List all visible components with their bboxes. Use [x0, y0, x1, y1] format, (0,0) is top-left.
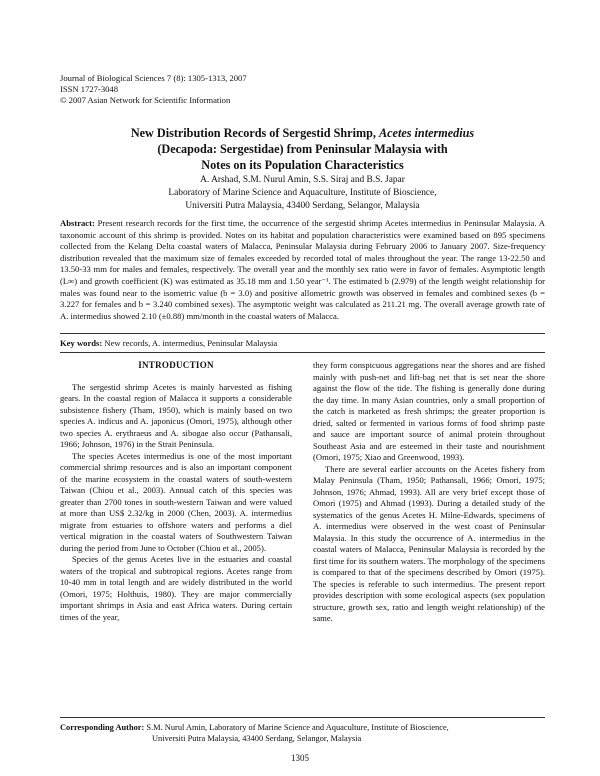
journal-header [60, 73, 247, 107]
journal-copyright: © 2007 Asian Network for Scientific Information [60, 95, 231, 106]
author-list: A. Arshad, S.M. Nurul Amin, S.S. Siraj and B.S. Japar [200, 175, 405, 185]
paragraph: The sergestid shrimp Acetes is mainly harvested as fishing gears. In the coastal region of Malacca it supports a considerable subsistence fishery (Tham, 1950), which is mainly based on two species A. indicus and A. japonicus (Omori, 1975), although other two species A. erythraeus and A. sibogae also occur (Pathansali, 1966; Johnson, 1976) in the Strait Peninsula. [60, 381, 292, 449]
paragraph: The species Acetes intermedius is one of the most important commercial shrimp resources and is also an important component of the marine ecosystem in the coastal waters of south-western Taiwan (Chiou et al., 2003). Annual catch of this species was greater than 2700 tones in south-western Taiwan and were valued at more than US$ 2.32/kg in 2000 (Chen, 2003). A. intermedius migrate from estuaries to offshore waters and performs a diel vertical migration in the coastal waters of Southwestern Taiwan during the period from June to October (Chiou et al., 2005). [60, 450, 292, 553]
affiliation-line-2: Universiti Putra Malaysia, 43400 Serdang, Selangor, Malaysia [185, 200, 420, 211]
left-column [60, 360, 292, 623]
footnote-label: Corresponding Author: [60, 723, 145, 732]
section-heading-introduction: INTRODUCTION [138, 360, 214, 370]
footnote-line-2: Universiti Putra Malaysia, 43400 Serdang, Selangor, Malaysia [152, 734, 362, 743]
title-line-1: New Distribution Records of Sergestid Shrimp, [130, 126, 379, 140]
keywords-text: New records, A. intermedius, Peninsular Malaysia [102, 338, 278, 348]
title-line-2: (Decapoda: Sergestidae) from Peninsular Malaysia with [157, 142, 448, 156]
title-line-3: Notes on its Population Characteristics [201, 158, 404, 172]
journal-issn: ISSN 1727-3048 [60, 84, 119, 95]
footnote-text: S.M. Nurul Amin, Laboratory of Marine Science and Aquaculture, Institute of Bioscience, [144, 723, 449, 732]
abstract-text: Present research records for the first time, the occurrence of the sergestid shrimp Acetes intermedius in Peninsular Malaysia. A taxonomic account of this shrimp is provided. Notes on its habitat and population characteristics were examined based on 895 specimens collected from the Kelang Delta coastal waters of Malacca, Peninsular Malaysia during February 2006 to January 2007. Size-frequency distribution revealed that the maximum size of females exceeded by recorded total of males throughout the year. The range 13-22.50 and 13.50-33 mm for males and females, respectively. The overall year and the monthly sex ratio were in favor of females. Asymptotic length (L∞) and growth coefficient (K) was estimated as 35.18 mm and 1.50 year⁻¹. The estimated b (2.979) of the length weight relationship for males was found near to the isometric value (b = 3.0) and positive allometric growth was observed in females and combined sexes (b = 3.227 for females and b = 3.240 combined sexes). The asymptotic weight was calculated as 211.21 mg. The overall average growth rate of A. intermedius showed 2.10 (±0.88) mm/month in the coastal waters of Malacca. [60, 218, 545, 321]
abstract [60, 218, 545, 322]
paragraph: they form conspicuous aggregations near the shores and are fished mainly with push-net and lift-bag net that is set near the shore against the flow of the tide. The fishing is generally done during the day time. In many Asian countries, only a small proportion of the catch is marketed as fresh shrimps; the greater proportion is dried, salted or fermented in various forms of food shrimp paste and sauce are important source of animal protein throughout Southeast Asia and are esteemed in their taste and nourishment (Omori, 1975; Xiao and Greenwood, 1993). [313, 360, 545, 462]
paragraph: There are several earlier accounts on the Acetes fishery from Malay Peninsula (Tham, 1950; Pathansali, 1966; Omori, 1975; Johnson, 1976; Ahmad, 1993). All are very brief except those of Omori (1975) and Ahmad (1993). During a detailed study of the systematics of the genus Acetes H. Milne-Edwards, specimens of A. intermedius were observed in the west coast of Peninsular Malaysia. In this study the occurrence of A. intermedius in the coastal waters of Malacca, Peninsular Malaysia is recorded by the first time for its southern waters. The morphology of the specimens is compared to that of the specimens described by Omori (1975). The species is referable to such intermedius. The present report provides description with some ecological aspects (sex population structure, growth sex, ratio and length weight relationship) of the same. [313, 463, 545, 623]
page-number: 1305 [291, 753, 309, 763]
footnote-divider [60, 717, 545, 718]
affiliation-line-1: Laboratory of Marine Science and Aquaculture, Institute of Bioscience, [168, 188, 437, 198]
abstract-label: Abstract: [60, 218, 95, 228]
paper-title [95, 125, 510, 173]
title-species: Acetes intermedius [379, 126, 475, 140]
affiliation [60, 187, 545, 212]
right-column [313, 360, 545, 625]
divider-top [60, 333, 545, 334]
keywords [60, 338, 545, 349]
journal-citation: Journal of Biological Sciences 7 (8): 1305-1313, 2007 [60, 73, 247, 83]
paragraph: Species of the genus Acetes live in the estuaries and coastal waters of the tropical and subtropical regions. Acetes range from 10-40 mm in total length and are widely distributed in the world (Omori, 1975; Holthuis, 1980). They are major commercially important shrimps in Asia and east Africa waters. During certain times of the year, [60, 554, 292, 622]
corresponding-author-note [60, 722, 545, 744]
divider-bottom [60, 352, 545, 353]
keywords-label: Key words: [60, 338, 103, 348]
